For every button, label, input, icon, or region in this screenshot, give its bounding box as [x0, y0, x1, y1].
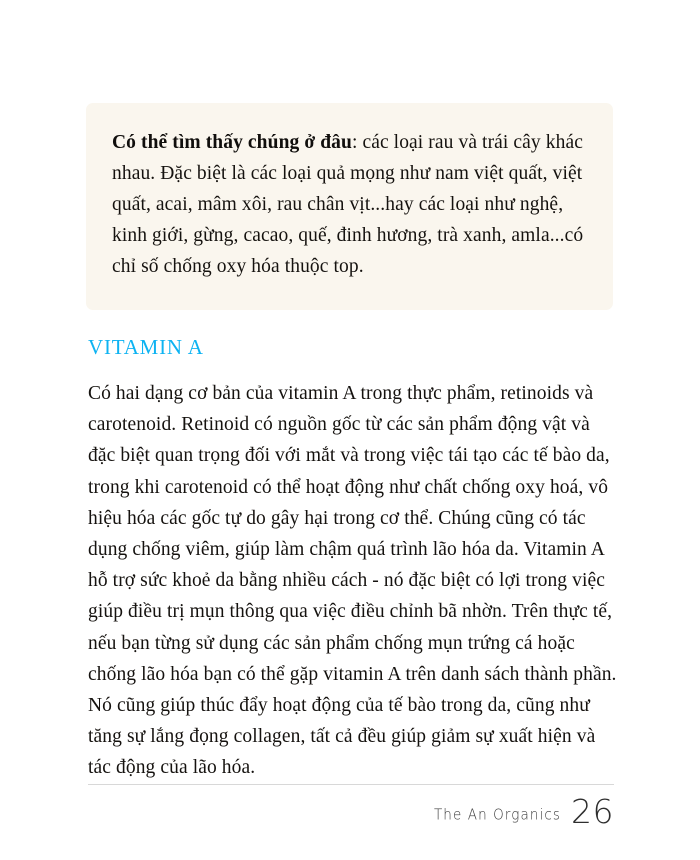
footer-page-number: 26 — [571, 792, 614, 831]
callout-paragraph — [112, 127, 587, 282]
page-footer — [433, 792, 614, 831]
footer-brand-name: The An Organics — [433, 806, 561, 824]
body-text-block — [88, 378, 618, 784]
section-heading-vitamin-a: VITAMIN A — [88, 335, 204, 359]
callout-box — [86, 103, 613, 310]
callout-body-text: : các loại rau và trái cây khác nhau. Đặc biệt là các loại quả mọng như nam việt quất, việt quất, acai, mâm xôi, rau chân vịt...hay các loại như nghệ, kinh giới, gừng, cacao, quế, đinh hương, trà xanh, amla...có chỉ số chống oxy hóa thuộc top. — [112, 132, 584, 277]
body-paragraph: Có hai dạng cơ bản của vitamin A trong thực phẩm, retinoids và carotenoid. Retinoid có nguồn gốc từ các sản phẩm động vật và đặc biệt quan trọng đối với mắt và trong việc tái tạo các tế bào da, trong khi carotenoid có thể hoạt động như chất chống oxy hoá, vô hiệu hóa các gốc tự do gây hại trong cơ thể. Chúng cũng có tác dụng chống viêm, giúp làm chậm quá trình lão hóa da. Vitamin A hỗ trợ sức khoẻ da bằng nhiều cách - nó đặc biệt có lợi trong việc giúp điều trị mụn thông qua việc điều chỉnh bã nhờn. Trên thực tế, nếu bạn từng sử dụng các sản phẩm chống mụn trứng cá hoặc chống lão hóa bạn có thể gặp vitamin A trên danh sách thành phần. Nó cũng giúp thúc đẩy hoạt động của tế bào trong da, cũng như tăng sự lắng đọng collagen, tất cả đều giúp giảm sự xuất hiện và tác động của lão hóa. — [88, 383, 617, 779]
footer-divider — [88, 784, 614, 785]
callout-lead-in: Có thể tìm thấy chúng ở đâu — [112, 132, 352, 153]
